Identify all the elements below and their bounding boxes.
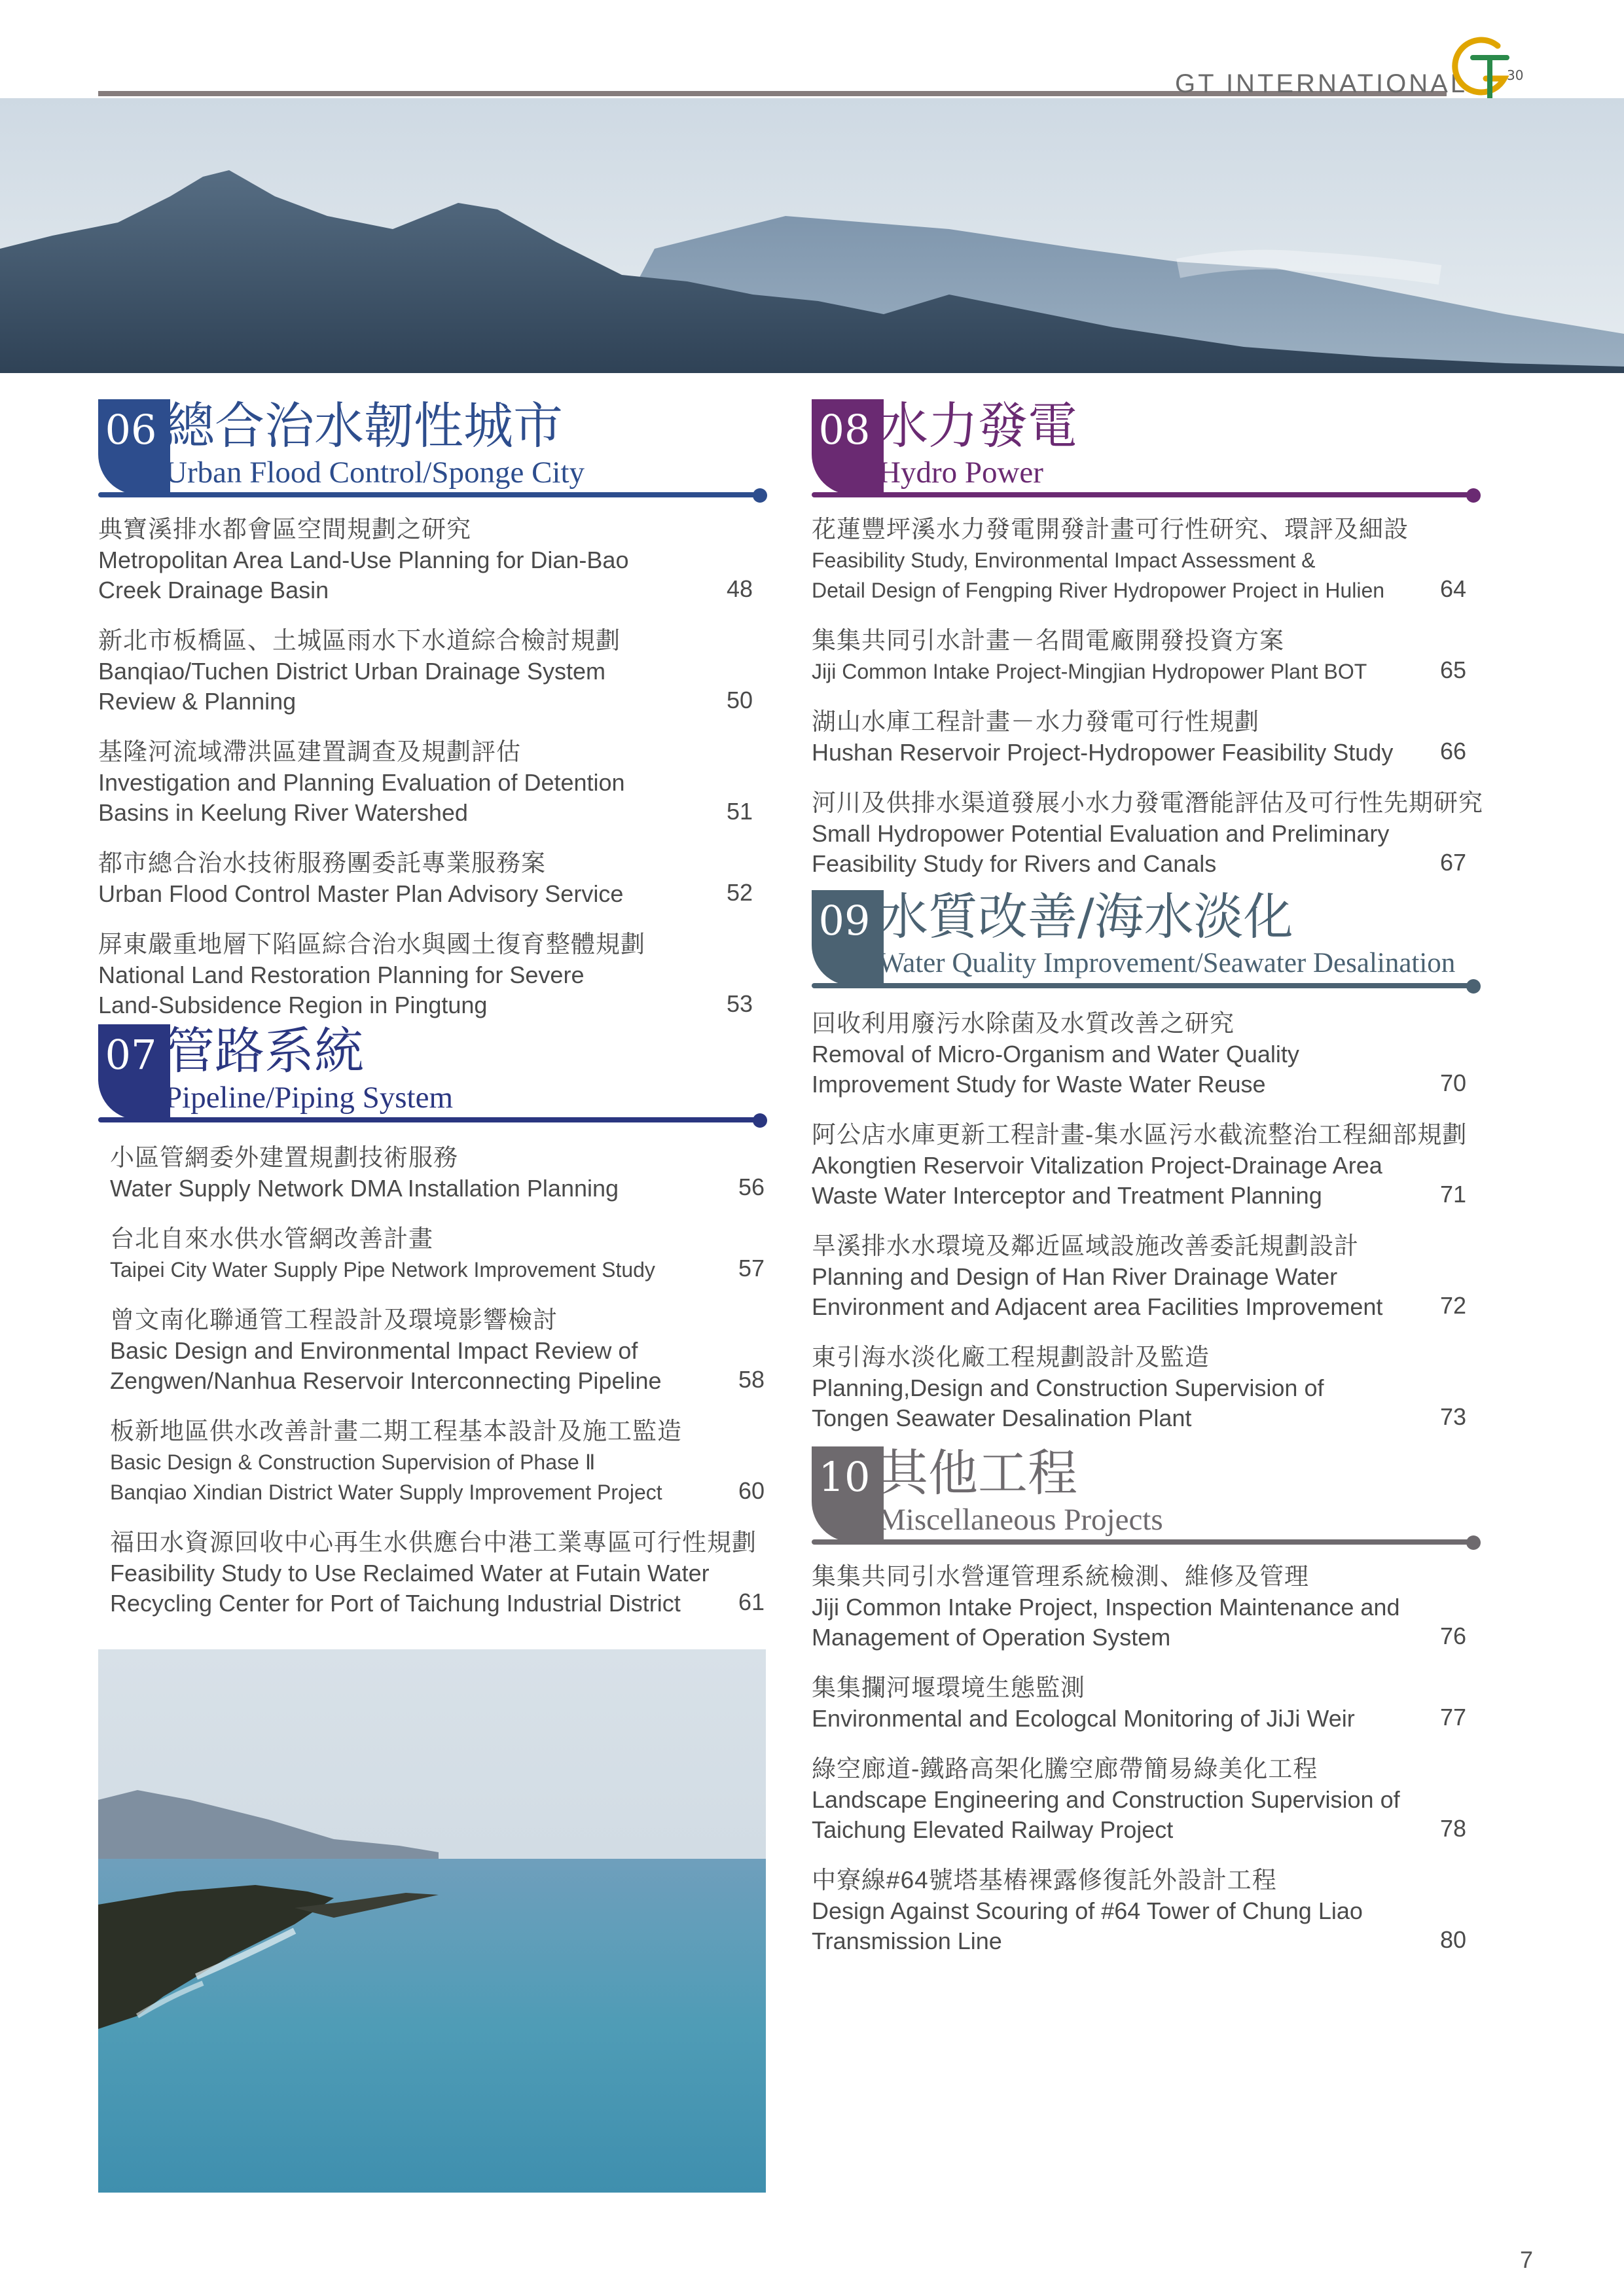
section-06-title-zh: 總合治水韌性城市	[165, 397, 563, 455]
entry-en: Design Against Scouring of #64 Tower of Chung Liao	[812, 1897, 1363, 1924]
entry-en: Feasibility Study for Rivers and Canals	[812, 850, 1217, 877]
entry-page: 71	[1439, 1181, 1466, 1208]
section-06-list	[98, 514, 753, 1040]
entry-title: 集集共同引水營運管理系統檢測、維修及管理	[812, 1563, 1309, 1590]
section-08-rule	[812, 492, 1473, 497]
entry-en: Jiji Common Intake Project, Inspection Maintenance and	[812, 1594, 1400, 1621]
entry-title: 回收利用廢污水除菌及水質改善之研究	[812, 1010, 1235, 1037]
entry-en: Land-Subsidence Region in Pingtung	[98, 992, 488, 1018]
section-09-list	[812, 1008, 1466, 1453]
entry-en: Banqiao Xindian District Water Supply Improvement Project	[110, 1480, 662, 1504]
entry-page: 50	[726, 687, 753, 713]
list-item	[98, 625, 753, 717]
entry-en: Recycling Center for Port of Taichung Industrial District	[110, 1590, 681, 1617]
list-item	[812, 1230, 1466, 1322]
entry-en: Tongen Seawater Desalination Plant	[812, 1405, 1192, 1431]
svg-text:30: 30	[1507, 67, 1524, 83]
entry-en: Management of Operation System	[812, 1624, 1171, 1651]
list-item	[812, 625, 1466, 687]
entry-en: Planning,Design and Construction Supervision of	[812, 1374, 1324, 1401]
entry-title: 基隆河流域滯洪區建置調查及規劃評估	[98, 738, 521, 765]
entry-page: 52	[726, 879, 753, 906]
entry-title: 東引海水淡化廠工程規劃設計及監造	[812, 1344, 1210, 1371]
entry-page: 61	[738, 1588, 765, 1615]
entry-title: 小區管網委外建置規劃技術服務	[110, 1144, 458, 1171]
entry-title: 湖山水庫工程計畫－水力發電可行性規劃	[812, 708, 1259, 735]
list-item	[812, 1119, 1466, 1211]
list-item	[812, 706, 1466, 768]
entry-en: Environment and Adjacent area Facilities Improvement	[812, 1293, 1383, 1320]
brand-name: GT INTERNATIONAL	[1175, 69, 1468, 98]
entry-title: 河川及供排水渠道發展小水力發電潛能評估及可行性先期研究	[812, 789, 1483, 816]
entry-title: 曾文南化聯通管工程設計及環境影響檢討	[110, 1306, 558, 1333]
list-item	[98, 736, 753, 828]
entry-en: Small Hydropower Potential Evaluation and Preliminary	[812, 820, 1390, 847]
entry-en: Transmission Line	[812, 1928, 1002, 1954]
list-item	[110, 1304, 765, 1396]
entry-page: 60	[738, 1477, 765, 1504]
entry-page: 51	[726, 798, 753, 825]
section-07-rule-dot	[753, 1113, 767, 1128]
entry-en: Feasibility Study, Environmental Impact Assessment &	[812, 548, 1316, 572]
entry-en: Hushan Reservoir Project-Hydropower Feasibility Study	[812, 739, 1394, 766]
section-08-number: 08	[818, 406, 871, 454]
entry-en: Akongtien Reservoir Vitalization Project-Drainage Area	[812, 1152, 1382, 1179]
coast-photo	[98, 1649, 766, 2193]
section-07-rule	[98, 1117, 759, 1122]
entry-en: Feasibility Study to Use Reclaimed Water at Futain Water	[110, 1560, 710, 1587]
section-10-list	[812, 1561, 1466, 1976]
section-07-title-zh: 管路系統	[165, 1022, 364, 1080]
entry-en: Jiji Common Intake Project-Mingjian Hydropower Plant BOT	[812, 660, 1367, 683]
section-09-title-zh: 水質改善/海水淡化	[878, 888, 1293, 946]
entry-en: Planning and Design of Han River Drainage Water	[812, 1263, 1338, 1290]
entry-title: 綠空廊道-鐵路高架化騰空廊帶簡易綠美化工程	[812, 1755, 1318, 1782]
list-item	[110, 1416, 765, 1507]
entry-page: 58	[738, 1366, 765, 1393]
entry-page: 57	[738, 1255, 765, 1282]
list-item	[812, 1008, 1466, 1100]
entry-page: 72	[1439, 1292, 1466, 1319]
section-09-rule	[812, 983, 1473, 988]
section-10-rule	[812, 1539, 1473, 1545]
entry-en: Removal of Micro-Organism and Water Quality	[812, 1041, 1299, 1067]
entry-en: Waste Water Interceptor and Treatment Planning	[812, 1182, 1322, 1209]
entry-page: 64	[1439, 575, 1466, 602]
section-08-rule-dot	[1466, 488, 1481, 503]
list-item	[812, 1561, 1466, 1653]
entry-title: 典寶溪排水都會區空間規劃之研究	[98, 516, 471, 543]
entry-en: Metropolitan Area Land-Use Planning for Dian-Bao	[98, 547, 629, 573]
entry-en: Improvement Study for Waste Water Reuse	[812, 1071, 1266, 1098]
entry-en: Investigation and Planning Evaluation of Detention	[98, 769, 625, 796]
entry-en: Urban Flood Control Master Plan Advisory Service	[98, 880, 624, 907]
entry-page: 48	[726, 575, 753, 602]
gt-logo	[1447, 33, 1524, 105]
list-item	[812, 1342, 1466, 1433]
entry-title: 集集攔河堰環境生態監測	[812, 1674, 1085, 1701]
entry-title: 福田水資源回收中心再生水供應台中港工業專區可行性規劃	[110, 1529, 757, 1556]
entry-page: 70	[1439, 1069, 1466, 1096]
entry-page: 73	[1439, 1403, 1466, 1430]
section-07-list	[110, 1142, 765, 1638]
entry-page: 66	[1439, 738, 1466, 764]
mountain-photo	[0, 98, 1624, 373]
entry-en: Review & Planning	[98, 688, 297, 715]
section-09-rule-dot	[1466, 979, 1481, 994]
section-08-list	[812, 514, 1483, 899]
entry-page: 78	[1439, 1815, 1466, 1842]
section-07-title-en: Pipeline/Piping System	[165, 1081, 454, 1115]
section-09-number: 09	[818, 897, 871, 944]
entry-en: Basic Design & Construction Supervision of Phase Ⅱ	[110, 1450, 596, 1474]
list-item	[110, 1223, 765, 1285]
section-10-number: 10	[818, 1453, 871, 1501]
list-item	[812, 1865, 1466, 1956]
entry-en: Zengwen/Nanhua Reservoir Interconnecting Pipeline	[110, 1367, 662, 1394]
entry-title: 板新地區供水改善計畫二期工程基本設計及施工監造	[110, 1418, 682, 1444]
entry-page: 65	[1439, 656, 1466, 683]
list-item	[812, 1753, 1466, 1845]
entry-title: 阿公店水庫更新工程計畫-集水區污水截流整治工程細部規劃	[812, 1121, 1468, 1148]
entry-page: 53	[726, 990, 753, 1017]
section-09-title-en: Water Quality Improvement/Seawater Desalination	[878, 948, 1456, 978]
entry-en: Banqiao/Tuchen District Urban Drainage System	[98, 658, 606, 685]
entry-title: 花蓮豐坪溪水力發電開發計畫可行性研究、環評及細設	[812, 516, 1409, 543]
list-item	[812, 1672, 1466, 1734]
section-08-title-en: Hydro Power	[878, 456, 1043, 490]
entry-en: Basins in Keelung River Watershed	[98, 799, 468, 826]
entry-page: 67	[1439, 849, 1466, 876]
entry-en: Detail Design of Fengping River Hydropower Project in Hulien	[812, 579, 1385, 602]
section-08-title-zh: 水力發電	[878, 397, 1077, 455]
list-item	[812, 787, 1483, 879]
section-10-title-en: Miscellaneous Projects	[878, 1503, 1163, 1537]
entry-en: Basic Design and Environmental Impact Review of	[110, 1337, 638, 1364]
section-10-title-zh: 其他工程	[878, 1444, 1077, 1502]
entry-en: Water Supply Network DMA Installation Planning	[110, 1175, 619, 1202]
section-06-number: 06	[105, 406, 157, 454]
entry-en: Taipei City Water Supply Pipe Network Improvement Study	[110, 1258, 655, 1282]
section-06-title-en: Urban Flood Control/Sponge City	[165, 456, 585, 490]
entry-title: 新北市板橋區、土城區雨水下水道綜合檢討規劃	[98, 627, 621, 654]
entry-title: 屏東嚴重地層下陷區綜合治水與國土復育整體規劃	[98, 931, 645, 958]
entry-title: 旱溪排水水環境及鄰近區域設施改善委託規劃設計	[812, 1232, 1359, 1259]
entry-page: 76	[1439, 1623, 1466, 1649]
list-item	[812, 514, 1466, 605]
list-item	[110, 1142, 765, 1204]
list-item	[98, 514, 753, 605]
page-number: 7	[1520, 2246, 1534, 2273]
entry-en: Taichung Elevated Railway Project	[812, 1816, 1174, 1843]
entry-en: Landscape Engineering and Construction Supervision of	[812, 1786, 1400, 1813]
entry-en: National Land Restoration Planning for Severe	[98, 961, 585, 988]
entry-page: 80	[1439, 1926, 1466, 1953]
entry-title: 台北自來水供水管網改善計畫	[110, 1225, 433, 1252]
section-06-rule	[98, 492, 759, 497]
list-item	[98, 929, 753, 1020]
entry-page: 56	[738, 1174, 765, 1200]
entry-en: Creek Drainage Basin	[98, 577, 329, 603]
section-10-rule-dot	[1466, 1535, 1481, 1550]
list-item	[98, 848, 753, 909]
entry-title: 集集共同引水計畫－名間電廠開發投資方案	[812, 627, 1284, 654]
entry-page: 77	[1439, 1704, 1466, 1731]
section-06-rule-dot	[753, 488, 767, 503]
list-item	[110, 1527, 765, 1619]
section-07-number: 07	[105, 1031, 157, 1079]
entry-title: 都市總合治水技術服務團委託專業服務案	[98, 850, 546, 876]
entry-en: Environmental and Ecologcal Monitoring of JiJi Weir	[812, 1705, 1355, 1732]
entry-title: 中寮線#64號塔基樁裸露修復託外設計工程	[812, 1867, 1277, 1893]
